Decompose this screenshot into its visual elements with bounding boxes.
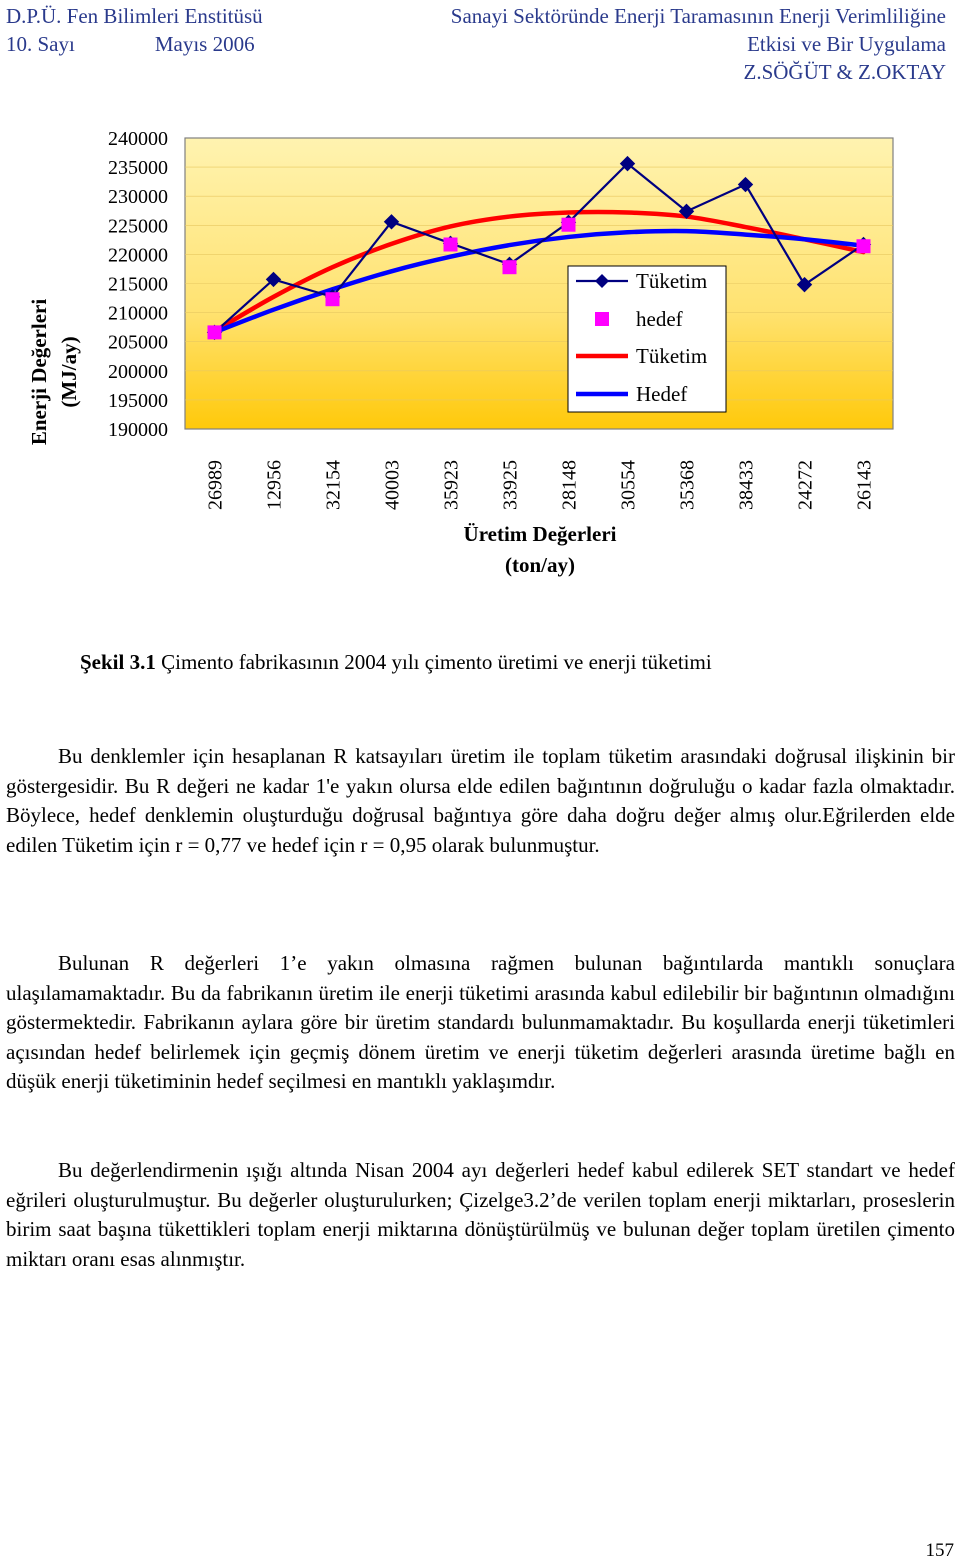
x-tick-label: 12956	[263, 460, 286, 510]
y-axis-title-line1: Enerji Değerleri	[27, 298, 51, 446]
y-axis-title-line2: (MJ/ay)	[57, 336, 81, 408]
data-point-square	[857, 239, 871, 253]
x-tick-label: 30554	[617, 460, 640, 510]
data-point-square	[503, 260, 517, 274]
issue-date: Mayıs 2006	[154, 32, 255, 56]
x-tick-label: 35368	[676, 460, 699, 510]
paragraph-2-text: Bulunan R değerleri 1’e yakın olmasına rağmen bulunan bağıntılarda mantıklı sonuçlara ulaşılamamaktadır. Bu da fabrikanın üretim ile enerji tüketimi arasında kabul edilebilir bir bağıntının olmadığını göstermektedir. Fabrikanın aylara göre bir üretim standardı bulunmamaktadır. Bu koşullarda enerji tüketimleri açısından hedef belirlemek için geçmiş dönem üretim ve enerji tüketim değerleri arasında üretime bağlı en düşük enerji tüketiminin hedef seçilmesi en mantıklı yaklaşımdır.	[6, 951, 955, 1093]
x-tick-label: 26989	[204, 460, 227, 510]
y-tick-label: 240000	[108, 128, 168, 150]
y-tick-label: 200000	[108, 360, 168, 383]
x-axis-title-line2: (ton/ay)	[505, 553, 575, 577]
legend-square-marker	[595, 312, 609, 326]
y-tick-label: 195000	[108, 389, 168, 412]
x-tick-label: 38433	[735, 460, 758, 510]
legend-label: Hedef	[636, 382, 688, 406]
y-tick-label: 230000	[108, 186, 168, 209]
paragraph-2	[6, 949, 955, 1097]
paragraph-3	[6, 1156, 955, 1274]
x-tick-label: 35923	[440, 460, 463, 510]
legend-label: Tüketim	[636, 269, 708, 293]
figure-label: Şekil 3.1	[80, 650, 156, 674]
figure-caption	[80, 650, 712, 675]
chart-legend	[568, 266, 726, 412]
figure-caption-text: Çimento fabrikasının 2004 yılı çimento üretimi ve enerji tüketimi	[155, 650, 712, 674]
issue-number: 10. Sayı	[6, 32, 75, 56]
article-title-line2: Etkisi ve Bir Uygulama	[747, 32, 946, 56]
y-tick-label: 220000	[108, 244, 168, 267]
x-tick-label: 40003	[381, 460, 404, 510]
running-header-right	[451, 2, 946, 86]
journal-name: D.P.Ü. Fen Bilimleri Enstitüsü	[6, 4, 263, 28]
x-tick-label: 28148	[558, 460, 581, 510]
legend-label: Tüketim	[636, 344, 708, 368]
legend-label: hedef	[636, 307, 683, 331]
article-authors: Z.SÖĞÜT & Z.OKTAY	[743, 60, 946, 84]
x-axis-title-line1: Üretim Değerleri	[463, 522, 617, 546]
data-point-square	[326, 292, 340, 306]
x-tick-label: 24272	[794, 460, 817, 510]
y-tick-label: 205000	[108, 331, 168, 354]
paragraph-3-text: Bu değerlendirmenin ışığı altında Nisan 2004 ayı değerleri hedef kabul edilerek SET standart ve hedef eğrileri oluşturulmuştur. Bu değerler oluşturulurken; Çizelge3.2’de verilen toplam enerji miktarları, proseslerin birim saat başına tükettikleri toplam enerji miktarına dönüştürülmüş ve bulunan değer toplam üretilen çimento miktarı oranı esas alınmıştır.	[6, 1158, 955, 1271]
data-point-square	[444, 238, 458, 252]
paragraph-1	[6, 742, 955, 860]
issue-info	[6, 30, 263, 58]
data-point-square	[208, 325, 222, 339]
x-tick-label: 33925	[499, 460, 522, 510]
y-tick-label: 210000	[108, 302, 168, 325]
article-title-line1: Sanayi Sektöründe Enerji Taramasının Enerji Verimliliğine	[450, 4, 946, 28]
x-tick-label: 26143	[853, 460, 876, 510]
data-point-square	[562, 218, 576, 232]
y-tick-label: 225000	[108, 215, 168, 238]
paragraph-1-text: Bu denklemler için hesaplanan R katsayıları üretim ile toplam tüketim arasındaki doğrusal ilişkinin bir göstergesidir. Bu R değeri ne kadar 1'e yakın olursa elde edilen bağıntının doğruluğu o kadar fazla olmaktadır. Böylece, hedef denklemin oluşturduğu doğrusal bağıntıya göre daha doğru değer almış olur.Eğrilerden elde edilen Tüketim için r = 0,77 ve hedef için r = 0,95 olarak bulunmuştur.	[6, 744, 955, 857]
y-tick-label: 215000	[108, 273, 168, 296]
page-number: 157	[925, 1540, 954, 1561]
y-tick-label: 235000	[108, 157, 168, 180]
x-tick-label: 32154	[322, 460, 345, 510]
running-header-left	[6, 2, 263, 58]
energy-production-chart	[0, 118, 960, 598]
y-tick-label: 190000	[108, 419, 168, 441]
